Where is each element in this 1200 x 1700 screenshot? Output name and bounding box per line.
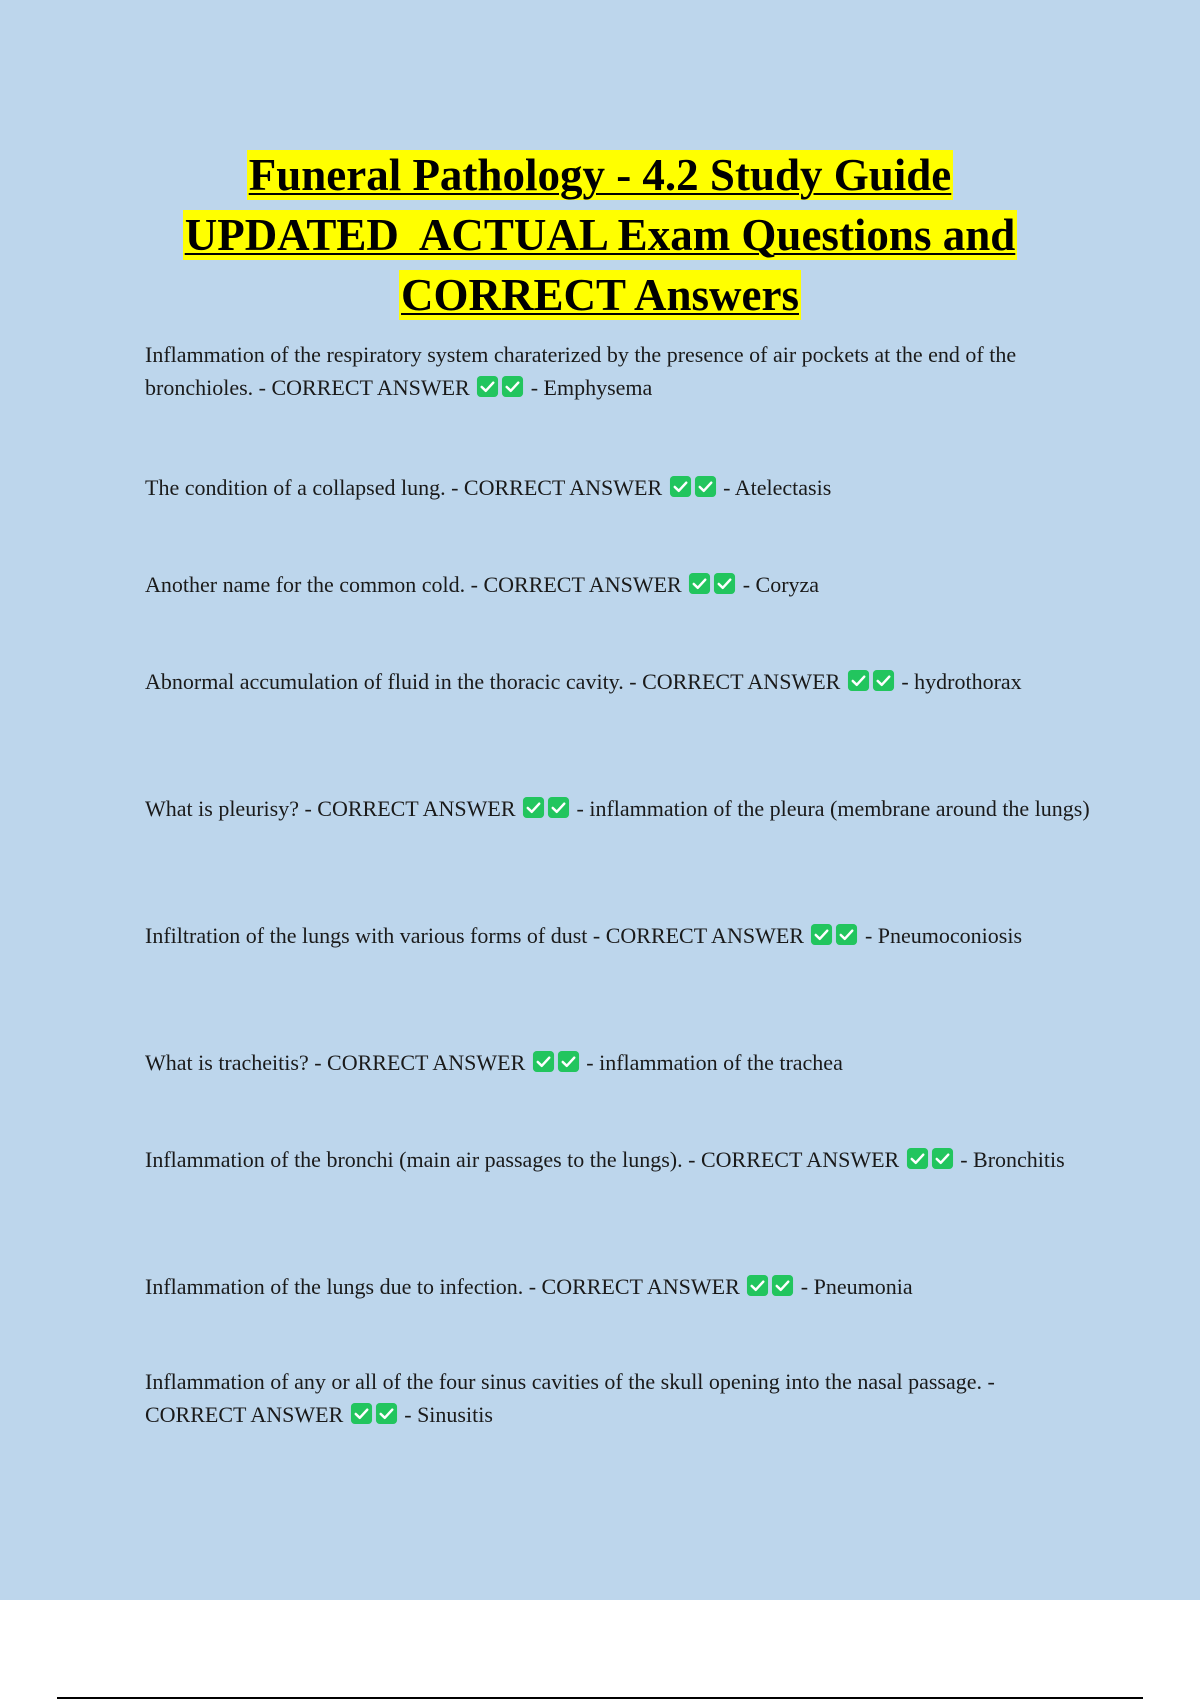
qa-answer: - inflammation of the trachea bbox=[586, 1050, 843, 1075]
check-mark-icon bbox=[771, 1274, 794, 1297]
qa-question: Infiltration of the lungs with various forms of dust - CORRECT ANSWER bbox=[145, 923, 804, 948]
document-title bbox=[100, 145, 1100, 325]
qa-item bbox=[145, 568, 1090, 601]
check-mark-icon bbox=[501, 375, 524, 398]
check-mark-icon bbox=[688, 572, 711, 595]
check-mark-icon bbox=[476, 375, 499, 398]
qa-answer: - Coryza bbox=[742, 572, 820, 597]
check-mark-icon bbox=[906, 1147, 929, 1170]
qa-answer: - Sinusitis bbox=[404, 1402, 493, 1427]
qa-item bbox=[145, 471, 1090, 504]
qa-answer: - Emphysema bbox=[530, 375, 653, 400]
check-mark-icon bbox=[746, 1274, 769, 1297]
title-line-3: CORRECT Answers bbox=[401, 270, 799, 320]
check-mark-icon bbox=[350, 1402, 373, 1425]
check-mark-icon bbox=[713, 572, 736, 595]
check-mark-icon bbox=[872, 669, 895, 692]
qa-item bbox=[145, 665, 1090, 698]
qa-question: Inflammation of the respiratory system charaterized by the presence of air pockets at the end of the bronchioles. - CORRECT ANSWER bbox=[145, 342, 1017, 400]
title-line-1: Funeral Pathology - 4.2 Study Guide bbox=[248, 150, 952, 200]
title-line-2: UPDATED ACTUAL Exam Questions and bbox=[184, 210, 1016, 260]
qa-answer: - Bronchitis bbox=[960, 1147, 1065, 1172]
qa-question: What is tracheitis? - CORRECT ANSWER bbox=[145, 1050, 526, 1075]
qa-answer: - Pneumoconiosis bbox=[864, 923, 1023, 948]
check-mark-icon bbox=[847, 669, 870, 692]
check-mark-icon bbox=[931, 1147, 954, 1170]
qa-question: What is pleurisy? - CORRECT ANSWER bbox=[145, 796, 516, 821]
check-mark-icon bbox=[835, 923, 858, 946]
qa-item bbox=[145, 1270, 1090, 1303]
qa-answer: - Atelectasis bbox=[723, 475, 832, 500]
check-mark-icon bbox=[547, 796, 570, 819]
qa-answer: - Pneumonia bbox=[800, 1274, 913, 1299]
qa-question: Another name for the common cold. - CORRECT ANSWER bbox=[145, 572, 682, 597]
qa-answer: - hydrothorax bbox=[901, 669, 1022, 694]
qa-question: The condition of a collapsed lung. - CORRECT ANSWER bbox=[145, 475, 663, 500]
qa-answer: - inflammation of the pleura (membrane around the lungs) bbox=[576, 796, 1090, 821]
check-mark-icon bbox=[522, 796, 545, 819]
footer-divider bbox=[57, 1697, 1143, 1699]
qa-item bbox=[145, 1365, 1090, 1431]
qa-item bbox=[145, 1143, 1090, 1176]
qa-item bbox=[145, 1046, 1090, 1079]
qa-question: Abnormal accumulation of fluid in the thoracic cavity. - CORRECT ANSWER bbox=[145, 669, 841, 694]
qa-question: Inflammation of any or all of the four sinus cavities of the skull opening into the nasal passage. - CORRECT ANSWER bbox=[145, 1369, 995, 1427]
check-mark-icon bbox=[375, 1402, 398, 1425]
qa-question: Inflammation of the bronchi (main air passages to the lungs). - CORRECT ANSWER bbox=[145, 1147, 900, 1172]
check-mark-icon bbox=[557, 1050, 580, 1073]
check-mark-icon bbox=[810, 923, 833, 946]
check-mark-icon bbox=[694, 475, 717, 498]
check-mark-icon bbox=[532, 1050, 555, 1073]
qa-item bbox=[145, 338, 1090, 404]
qa-question: Inflammation of the lungs due to infection. - CORRECT ANSWER bbox=[145, 1274, 740, 1299]
check-mark-icon bbox=[669, 475, 692, 498]
qa-item bbox=[145, 792, 1090, 825]
qa-item bbox=[145, 919, 1090, 952]
